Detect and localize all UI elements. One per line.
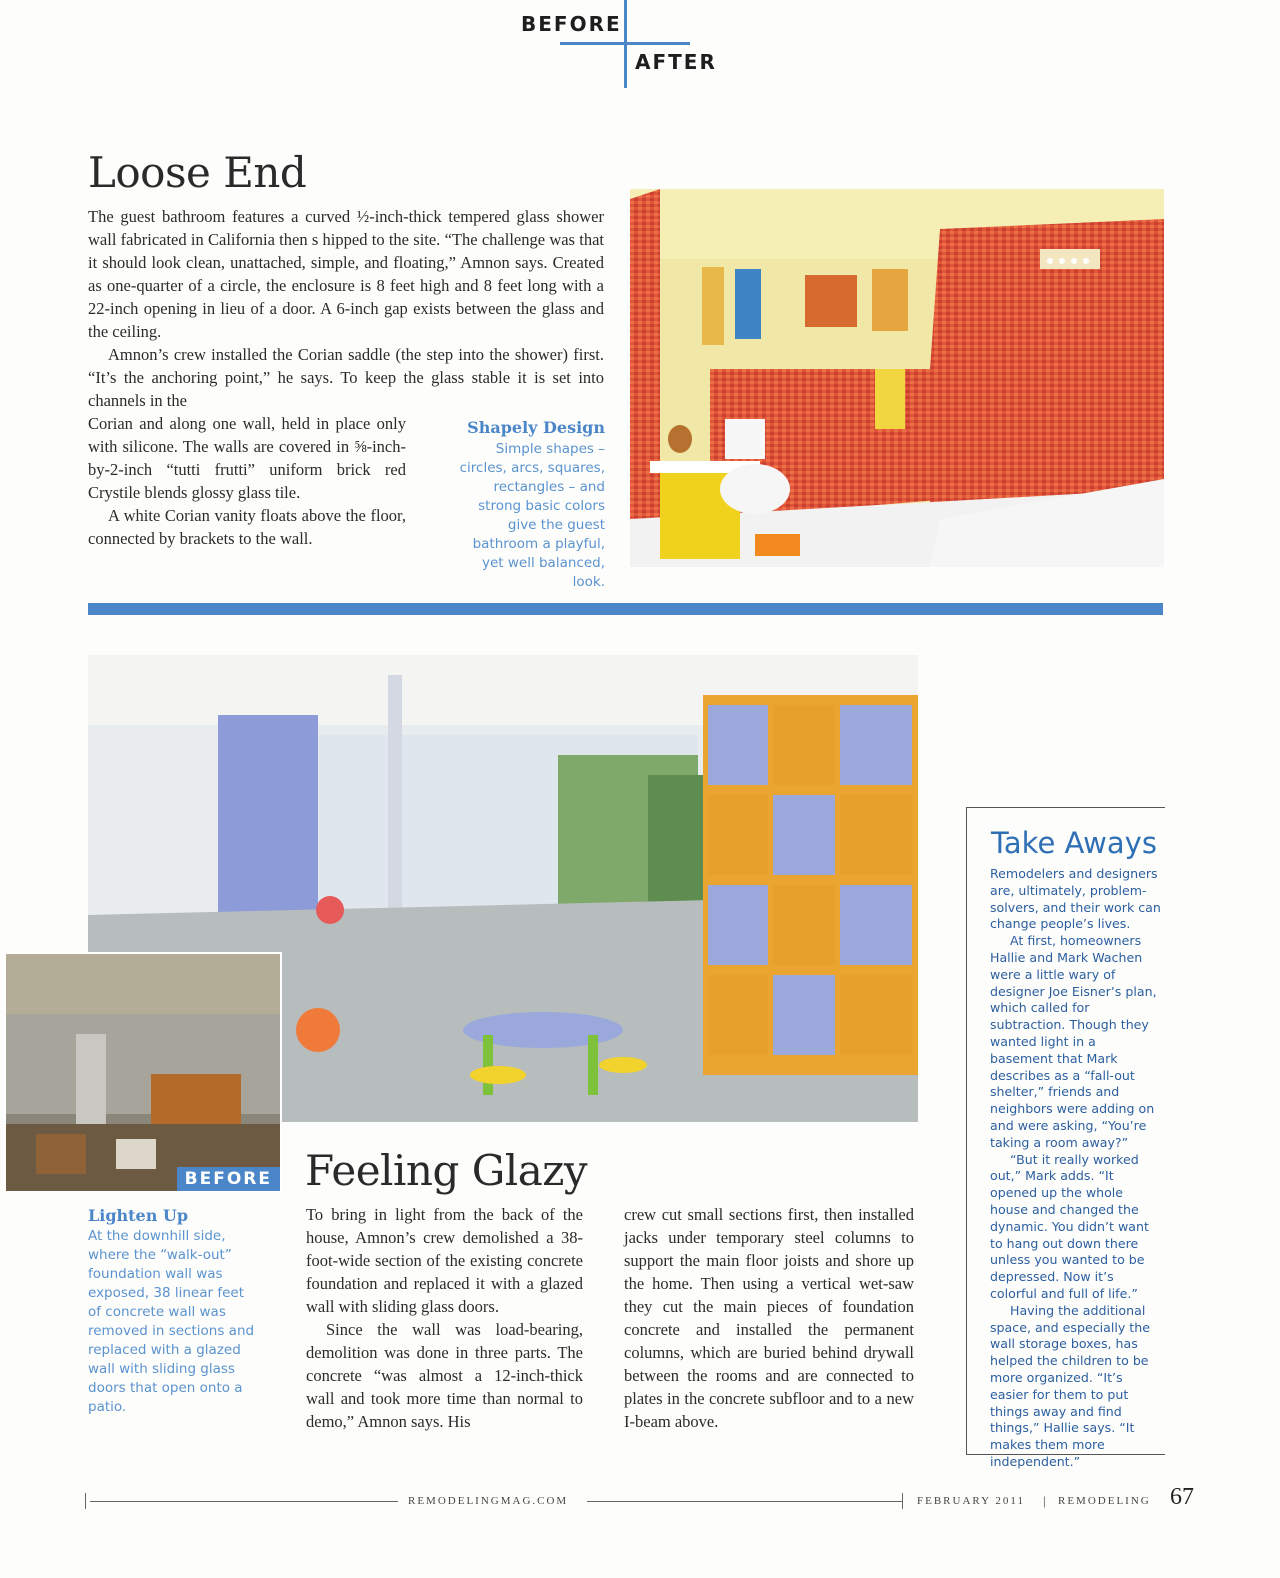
before-photo (4, 952, 282, 1193)
feeling-glazy-column-2 (624, 1203, 914, 1433)
loose-end-paragraph: Amnon’s crew installed the Corian saddle (the step into the shower) first. “It’s the anchoring point,” he says. To keep the glass stable it is set into channels in the (88, 345, 604, 410)
sidebar-title: Take Aways (991, 826, 1157, 860)
shapely-design-caption-text: Simple shapes – circles, arcs, squares, rectangles – and strong basic colors give the guest bathroom a playful, yet well balanced, look. (459, 441, 605, 590)
footer-rule-right (587, 1501, 902, 1502)
lighten-up-caption-title: Lighten Up (88, 1206, 189, 1225)
lighten-up-caption-text: At the downhill side, where the “walk-out” foundation wall was exposed, 38 linear feet of concrete wall was removed in sections and replaced with a glazed wall with sliding glass doors that open onto a patio. (88, 1228, 255, 1415)
page-number: 67 (1170, 1484, 1194, 1510)
loose-end-body-narrow (88, 412, 406, 550)
loose-end-headline: Loose End (88, 148, 307, 197)
sidebar-paragraph: Remodelers and designers are, ultimately, problem-solvers, and their work can change people’s lives. (990, 866, 1161, 932)
bathroom-photo (630, 189, 1164, 567)
footer-rule-left (90, 1501, 398, 1502)
take-aways-sidebar (966, 807, 1165, 1469)
sidebar-paragraph: Having the additional space, and especially the wall storage boxes, has helped the children to be more organized. “It’s easier for them to put things away and find things,” Hallie says. “It makes them more independent.” (990, 1302, 1150, 1469)
shapely-design-caption-title: Shapely Design (467, 418, 605, 437)
footer-separator: | (1043, 1493, 1048, 1508)
before-label: BEFORE (177, 1167, 280, 1191)
feeling-glazy-column-1 (306, 1203, 583, 1433)
feeling-glazy-paragraph: crew cut small sections first, then installed jacks under temporary steel columns to support the main floor joists and shore up the home. Then using a vertical wet-saw they cut the main pieces of foundation concrete and installed the permanent columns, which are buried behind drywall between the rooms and are connected to plates in the concrete subfloor and to a new I-beam above. (624, 1205, 914, 1431)
section-divider-bar (88, 603, 1163, 615)
sidebar-paragraph: “But it really worked out,” Mark adds. “It opened up the whole house and changed the dynamic. You didn’t want to hang out down there unless you wanted to be depressed. Now it’s colorful and full of life.” (990, 1151, 1149, 1301)
feeling-glazy-headline: Feeling Glazy (305, 1146, 588, 1195)
footer-date: FEBRUARY 2011 (917, 1495, 1026, 1507)
loose-end-paragraph: Corian and along one wall, held in place only with silicone. The walls are covered in ⅝-inch-by-2-inch “tutti frutti” uniform brick red Crystile blends glossy glass tile. (88, 414, 406, 502)
footer-website: REMODELINGMAG.COM (408, 1495, 569, 1507)
sidebar-body (990, 866, 1162, 1471)
loose-end-body-full (88, 205, 604, 412)
footer-magazine-name: REMODELING (1058, 1495, 1151, 1507)
sidebar-paragraph: At first, homeowners Hallie and Mark Wachen were a little wary of designer Joe Eisner’s plan, which called for subtraction. Though they wanted light in a basement that Mark describes as a “fall-out shelter,” friends and neighbors were adding on and were asking, “You’re taking a room away?” (990, 933, 1157, 1150)
loose-end-paragraph: A white Corian vanity floats above the floor, connected by brackets to the wall. (88, 506, 406, 548)
feeling-glazy-paragraph: To bring in light from the back of the house, Amnon’s crew demolished a 38-foot-wide section of the existing concrete foundation and replaced it with a glazed wall with sliding glass doors. (306, 1205, 583, 1316)
feeling-glazy-paragraph: Since the wall was load-bearing, demolition was done in three parts. The concrete “was almost a 12-inch-thick wall and took more time than normal to demo,” Amnon says. His (306, 1320, 583, 1431)
tag-horizontal-rule (560, 42, 690, 45)
footer-right-marker (902, 1493, 903, 1509)
section-tag-before: BEFORE (521, 12, 622, 36)
loose-end-paragraph: The guest bathroom features a curved ½-inch-thick tempered glass shower wall fabricated in California then s hipped to the site. “The challenge was that it should look clean, unattached, simple, and floating,” Amnon says. Created as one-quarter of a circle, the enclosure is 8 feet high and 8 feet long with a 22-inch opening in lieu of a door. A 6-inch gap exists between the glass and the ceiling. (88, 207, 604, 341)
section-tag-after: AFTER (635, 50, 717, 74)
